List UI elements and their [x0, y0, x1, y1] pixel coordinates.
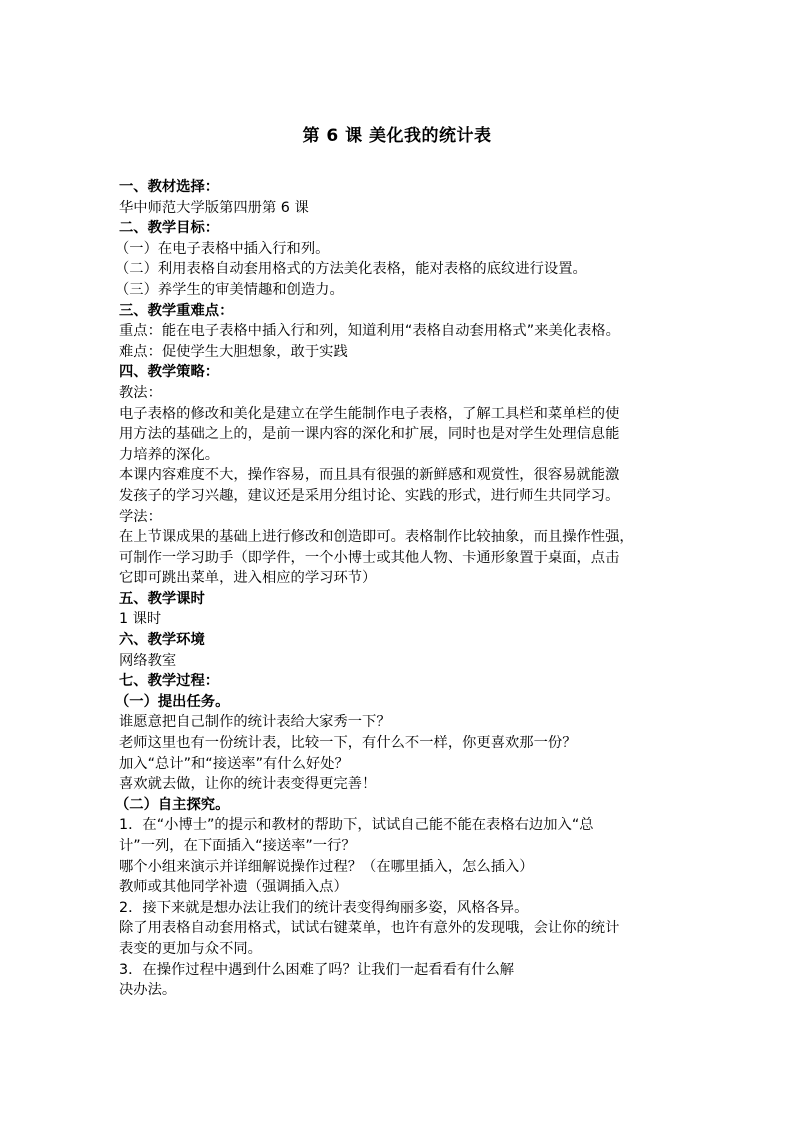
body-text-line: 可制作一学习助手（即学件，一个小博士或其他人物、卡通形象置于桌面，点击 [119, 549, 620, 566]
body-text-line: （三）养学生的审美情趣和创造力。 [115, 281, 344, 298]
section-heading: 二、教学目标： [119, 220, 220, 237]
body-text-line: 本课内容难度不大，操作容易，而且具有很强的新鲜感和观赏性，很容易就能激 [119, 467, 620, 484]
body-text-line: 谁愿意把自己制作的统计表给大家秀一下？ [119, 714, 391, 731]
body-text-line: （二）利用表格自动套用格式的方法美化表格，能对表格的底纹进行设置。 [115, 261, 587, 278]
section-heading: 五、教学课时 [119, 590, 205, 607]
section-heading: （二）自主探究。 [115, 796, 230, 813]
body-text-line: 华中师范大学版第四册第 6 课 [119, 199, 309, 216]
section-heading: 四、教学策略： [119, 364, 220, 381]
body-text-line: 重点：能在电子表格中插入行和列，知道利用“表格自动套用格式”来美化表格。 [119, 323, 620, 340]
body-text-line: 1．在“小博士”的提示和教材的帮助下，试试自己能不能在表格右边加入“总 [119, 817, 594, 834]
body-text-line: 2．接下来就是想办法让我们的统计表变得绚丽多姿，风格各异。 [119, 899, 529, 916]
document-body [115, 177, 679, 1001]
section-heading: 六、教学环境 [119, 632, 205, 649]
body-text-line: 教师或其他同学补遗（强调插入点） [119, 879, 348, 896]
section-heading: 七、教学过程： [119, 673, 220, 690]
body-text-line: 它即可跳出菜单，进入相应的学习环节） [119, 570, 377, 587]
body-text-line: 网络教室 [119, 652, 177, 669]
section-heading: 一、教材选择： [119, 179, 220, 195]
section-heading: 三、教学重难点： [119, 302, 234, 319]
body-text-line: 学法： [119, 508, 162, 525]
body-text-line: 难点：促使学生大胆想象，敢于实践 [119, 343, 348, 360]
body-text-line: 老师这里也有一份统计表，比较一下，有什么不一样，你更喜欢那一份？ [119, 735, 577, 752]
body-text-line: 计”一列，在下面插入“接送率”一行？ [119, 838, 356, 854]
body-text-line: 教法： [119, 384, 162, 401]
body-text-line: 喜欢就去做，让你的统计表变得更完善！ [119, 776, 377, 793]
body-text-line: 发孩子的学习兴趣，建议还是采用分组讨论、实践的形式，进行师生共同学习。 [119, 487, 620, 504]
body-text-line: 力培养的深化。 [119, 446, 220, 463]
body-text-line: 用方法的基础之上的，是前一课内容的深化和扩展，同时也是对学生处理信息能 [119, 426, 620, 443]
body-text-line: 除了用表格自动套用格式，试试右键菜单，也许有意外的发现哦，会让你的统计 [119, 920, 620, 937]
body-text-line: 哪个小组来演示并详细解说操作过程？（在哪里插入，怎么插入） [119, 858, 534, 875]
body-text-line: 决办法。 [119, 982, 177, 999]
document-title: 第 6 课 美化我的统计表 [302, 126, 492, 146]
body-text-line: 在上节课成果的基础上进行修改和创造即可。表格制作比较抽象，而且操作性强， [119, 529, 634, 546]
body-text-line: （一）在电子表格中插入行和列。 [115, 240, 330, 257]
body-text-line: 电子表格的修改和美化是建立在学生能制作电子表格，了解工具栏和菜单栏的使 [119, 405, 620, 422]
body-text-line: 3．在操作过程中遇到什么困难了吗？让我们一起看看有什么解 [119, 961, 515, 978]
body-text-line: 加入“总计”和“接送率”有什么好处？ [119, 755, 349, 772]
body-text-line: 表变的更加与众不同。 [119, 940, 262, 957]
body-text-line: 1 课时 [119, 611, 162, 628]
section-heading: （一）提出任务。 [115, 693, 230, 710]
